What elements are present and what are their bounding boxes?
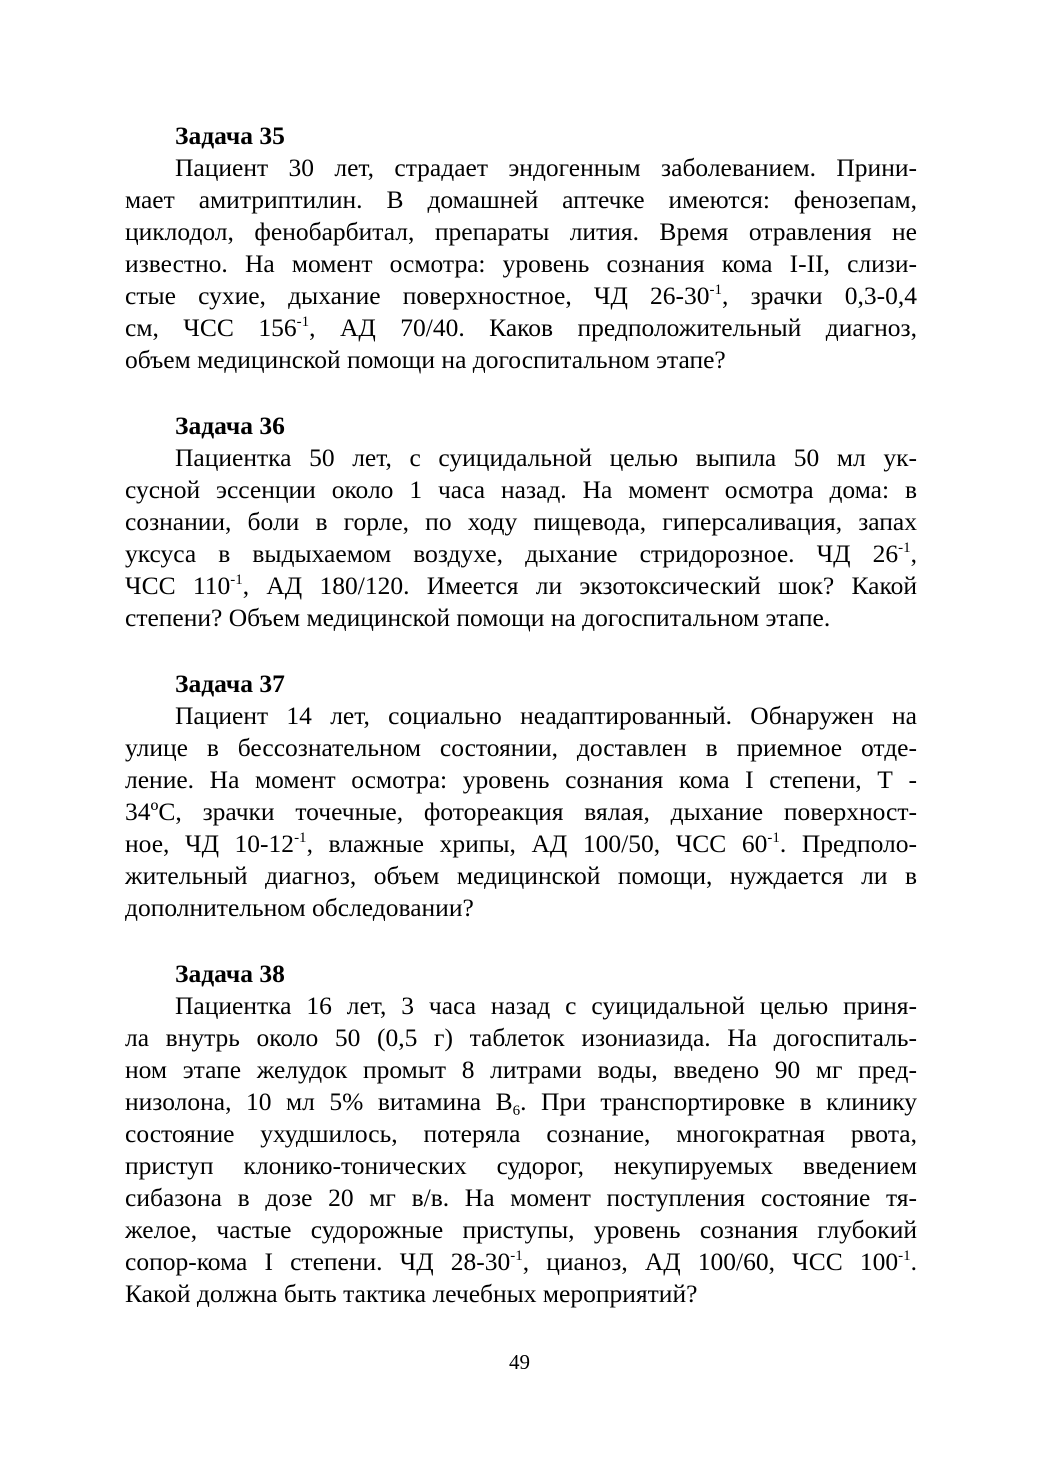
- text-line: объем медицинской помощи на догоспитальном этапе?: [125, 345, 726, 374]
- text-line: сопор-кома I степени. ЧД $28-30^{-1}$, цианоз, АД 100/60, ЧСС $100^{-1}$.: [125, 1247, 917, 1276]
- text-line: жительный диагноз, объем медицинской помощи, нуждается ли в: [125, 861, 917, 890]
- task-35: [125, 120, 917, 376]
- task-38: [125, 958, 917, 1310]
- task-36: [125, 410, 917, 634]
- page-number: 49: [509, 1350, 530, 1374]
- text-line: приступ клонико-тонических судорог, некупируемых введением: [125, 1151, 917, 1180]
- text-line: ЧСС $110^{-1}$, АД 180/120. Имеется ли экзотоксический шок? Какой: [125, 571, 917, 600]
- text-line: уксуса в выдыхаемом воздухе, дыхание стридорозное. ЧД $26^{-1}$,: [125, 539, 917, 568]
- task-title: Задача 35: [175, 121, 285, 150]
- text-line: Пациент 14 лет, социально неадаптированный. Обнаружен на: [175, 701, 917, 730]
- text-line: ла внутрь около 50 (0,5 г) таблеток изониазида. На догоспиталь-: [125, 1023, 917, 1052]
- text-line: Пациентка 16 лет, 3 часа назад с суицидальной целью приня-: [175, 991, 917, 1020]
- text-line: ное, ЧД $10-12^{-1}$, влажные хрипы, АД 100/50, ЧСС $60^{-1}$. Предполо-: [125, 829, 918, 858]
- text-line: степени? Объем медицинской помощи на догоспитальном этапе.: [125, 603, 831, 632]
- text-line: низолона, 10 мл 5% витамина $В_6$. При транспортировке в клинику: [125, 1087, 917, 1119]
- text-line: стые сухие, дыхание поверхностное, ЧД $26-30^{-1}$, зрачки 0,3-0,4: [125, 281, 917, 310]
- task-title: Задача 36: [175, 411, 285, 440]
- text-line: Пациентка 50 лет, с суицидальной целью выпила 50 мл ук-: [175, 443, 917, 472]
- text-line: ном этапе желудок промыт 8 литрами воды, введено 90 мг пред-: [125, 1055, 917, 1084]
- text-line: 34ºС, зрачки точечные, фотореакция вялая, дыхание поверхност-: [125, 797, 917, 826]
- text-line: Какой должна быть тактика лечебных мероприятий?: [125, 1279, 698, 1308]
- text-line: см, ЧСС $156^{-1}$, АД 70/40. Каков предположительный диагноз,: [125, 313, 918, 342]
- task-37: [125, 668, 917, 924]
- text-line: известно. На момент осмотра: уровень сознания кома I-II, слизи-: [125, 249, 917, 278]
- text-line: дополнительном обследовании?: [125, 893, 474, 922]
- text-line: сусной эссенции около 1 часа назад. На момент осмотра дома: в: [125, 475, 917, 504]
- text-line: циклодол, фенобарбитал, препараты лития. Время отравления не: [125, 217, 917, 246]
- text-line: сознании, боли в горле, по ходу пищевода, гиперсаливация, запах: [125, 507, 917, 536]
- text-line: Пациент 30 лет, страдает эндогенным заболеванием. Прини-: [175, 153, 917, 182]
- text-line: улице в бессознательном состоянии, доставлен в приемное отде-: [125, 733, 917, 762]
- text-line: сибазона в дозе 20 мг в/в. На момент поступления состояние тя-: [125, 1183, 917, 1212]
- text-line: ление. На момент осмотра: уровень сознания кома I степени, Т -: [125, 765, 917, 794]
- text-line: мает амитриптилин. В домашней аптечке имеются: фенозепам,: [125, 185, 917, 214]
- text-line: состояние ухудшилось, потеряла сознание, многократная рвота,: [125, 1119, 917, 1148]
- text-line: желое, частые судорожные приступы, уровень сознания глубокий: [125, 1215, 917, 1244]
- task-title: Задача 37: [175, 669, 285, 698]
- document-page: [125, 120, 917, 1344]
- task-title: Задача 38: [175, 959, 285, 988]
